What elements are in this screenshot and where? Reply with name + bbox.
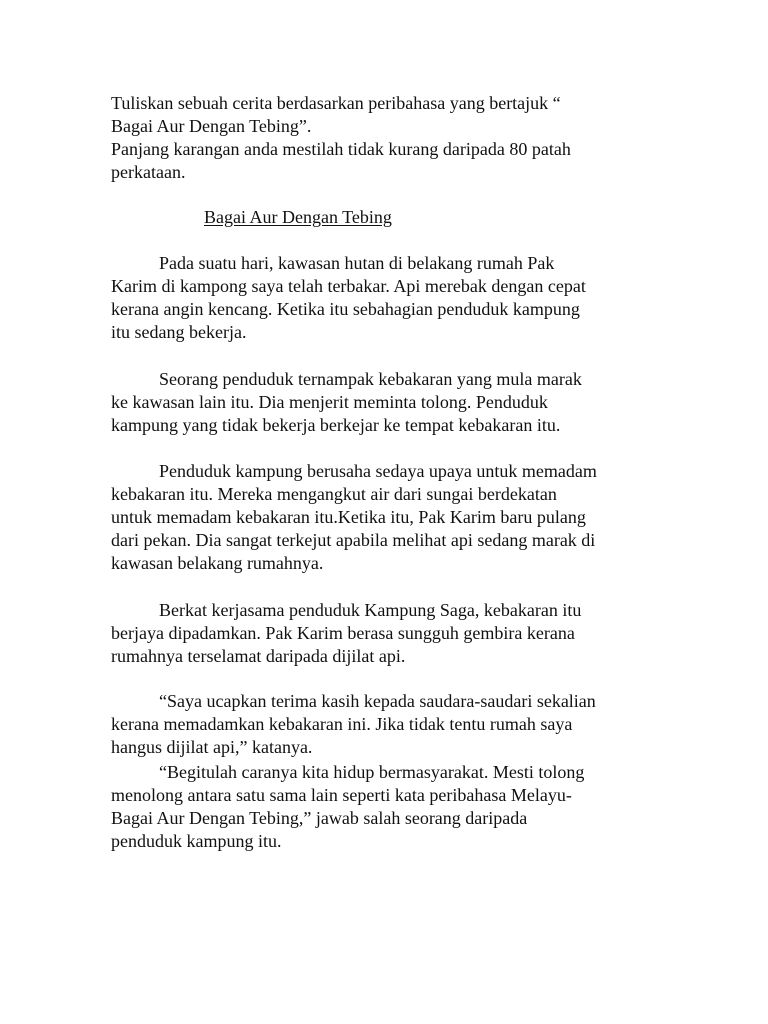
paragraph-line: Seorang penduduk ternampak kebakaran yang mula marak	[159, 369, 582, 389]
instruction-line: Tuliskan sebuah cerita berdasarkan peribahasa yang bertajuk “	[111, 93, 561, 113]
paragraph-line: kerana memadamkan kebakaran ini. Jika tidak tentu rumah saya	[111, 714, 573, 734]
paragraph-line: “Begitulah caranya kita hidup bermasyarakat. Mesti tolong	[159, 762, 585, 782]
paragraph-line: berjaya dipadamkan. Pak Karim berasa sungguh gembira kerana	[111, 623, 575, 643]
instruction-line: perkataan.	[111, 162, 186, 182]
story-title: Bagai Aur Dengan Tebing	[204, 207, 392, 227]
paragraph-line: menolong antara satu sama lain seperti kata peribahasa Melayu-	[111, 785, 572, 805]
paragraph-line: Pada suatu hari, kawasan hutan di belakang rumah Pak	[159, 253, 555, 273]
paragraph-line: dari pekan. Dia sangat terkejut apabila melihat api sedang marak di	[111, 530, 596, 550]
instruction-line: Bagai Aur Dengan Tebing”.	[111, 116, 312, 136]
instruction-line: Panjang karangan anda mestilah tidak kurang daripada 80 patah	[111, 139, 571, 159]
paragraph-line: Berkat kerjasama penduduk Kampung Saga, kebakaran itu	[159, 600, 582, 620]
paragraph-line: rumahnya terselamat daripada dijilat api.	[111, 646, 406, 666]
paragraph-line: ke kawasan lain itu. Dia menjerit meminta tolong. Penduduk	[111, 392, 548, 412]
paragraph-line: kampung yang tidak bekerja berkejar ke tempat kebakaran itu.	[111, 415, 561, 435]
paragraph-line: Bagai Aur Dengan Tebing,” jawab salah seorang daripada	[111, 808, 528, 828]
paragraph-line: hangus dijilat api,” katanya.	[111, 737, 313, 757]
paragraph-line: itu sedang bekerja.	[111, 322, 247, 342]
paragraph-line: kawasan belakang rumahnya.	[111, 553, 324, 573]
paragraph-line: Karim di kampong saya telah terbakar. Api merebak dengan cepat	[111, 276, 586, 296]
paragraph-line: kebakaran itu. Mereka mengangkut air dari sungai berdekatan	[111, 484, 557, 504]
paragraph-line: “Saya ucapkan terima kasih kepada saudara-saudari sekalian	[159, 691, 596, 711]
paragraph-line: Penduduk kampung berusaha sedaya upaya untuk memadam	[159, 461, 597, 481]
paragraph-line: untuk memadam kebakaran itu.Ketika itu, Pak Karim baru pulang	[111, 507, 586, 527]
paragraph-line: penduduk kampung itu.	[111, 831, 282, 851]
paragraph-line: kerana angin kencang. Ketika itu sebahagian penduduk kampung	[111, 299, 580, 319]
